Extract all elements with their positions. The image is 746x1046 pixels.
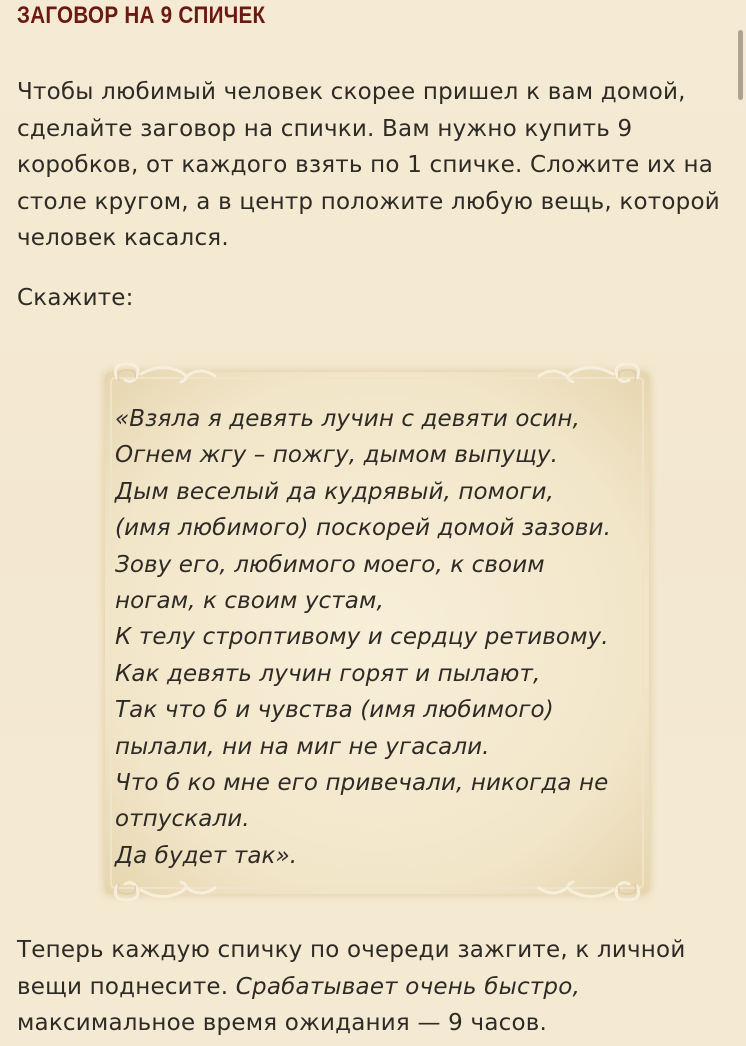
- say-text: Скажите:: [17, 285, 134, 311]
- outro-tail-text: максимальное время ожидания — 9 часов.: [17, 1010, 547, 1036]
- verse-line: Да будет так».: [115, 842, 298, 869]
- say-paragraph: [17, 280, 725, 317]
- verse-line: пылали, ни на миг не угасали.: [115, 733, 490, 760]
- verse-line: Что б ко мне его привечали, никогда не: [115, 770, 609, 797]
- verse-line: Дым веселый да кудрявый, помоги,: [115, 478, 554, 505]
- spell-verse: [115, 401, 645, 874]
- verse-line: Как девять лучин горят и пылают,: [115, 660, 541, 687]
- article-heading: ЗАГОВОР НА 9 СПИЧЕК: [17, 2, 266, 29]
- verse-line: Зову его, любимого моего, к своим: [115, 551, 545, 578]
- intro-text: Чтобы любимый человек скорее пришел к вам домой, сделайте заговор на спички. Вам нужно купить 9 коробков, от каждого взять по 1 спичке. Сложите их на столе кругом, а в центр положите любую вещь, которой человек касался.: [17, 79, 720, 251]
- scrollbar-thumb[interactable]: [738, 30, 743, 100]
- outro-text: [17, 932, 725, 1042]
- verse-line: «Взяла я девять лучин с девяти осин,: [115, 406, 580, 432]
- verse-line: Огнем жгу – пожгу, дымом выпущу.: [115, 442, 559, 469]
- parchment-scroll: [97, 356, 657, 908]
- outro-italic-text: Срабатывает очень быстро,: [235, 973, 580, 1000]
- outro-normal-text: Теперь каждую спичку по очереди зажгите, к личной вещи поднесите.: [17, 937, 686, 1000]
- intro-paragraph: [17, 74, 725, 257]
- verse-line: К телу строптивому и сердцу ретивому.: [115, 624, 609, 651]
- verse-line: отпускали.: [115, 806, 250, 833]
- outro-paragraph: [17, 932, 725, 1042]
- verse-line: (имя любимого) поскорей домой зазови.: [115, 515, 611, 542]
- verse-line: ногам, к своим устам,: [115, 588, 384, 615]
- verse-line: Так что б и чувства (имя любимого): [115, 697, 554, 724]
